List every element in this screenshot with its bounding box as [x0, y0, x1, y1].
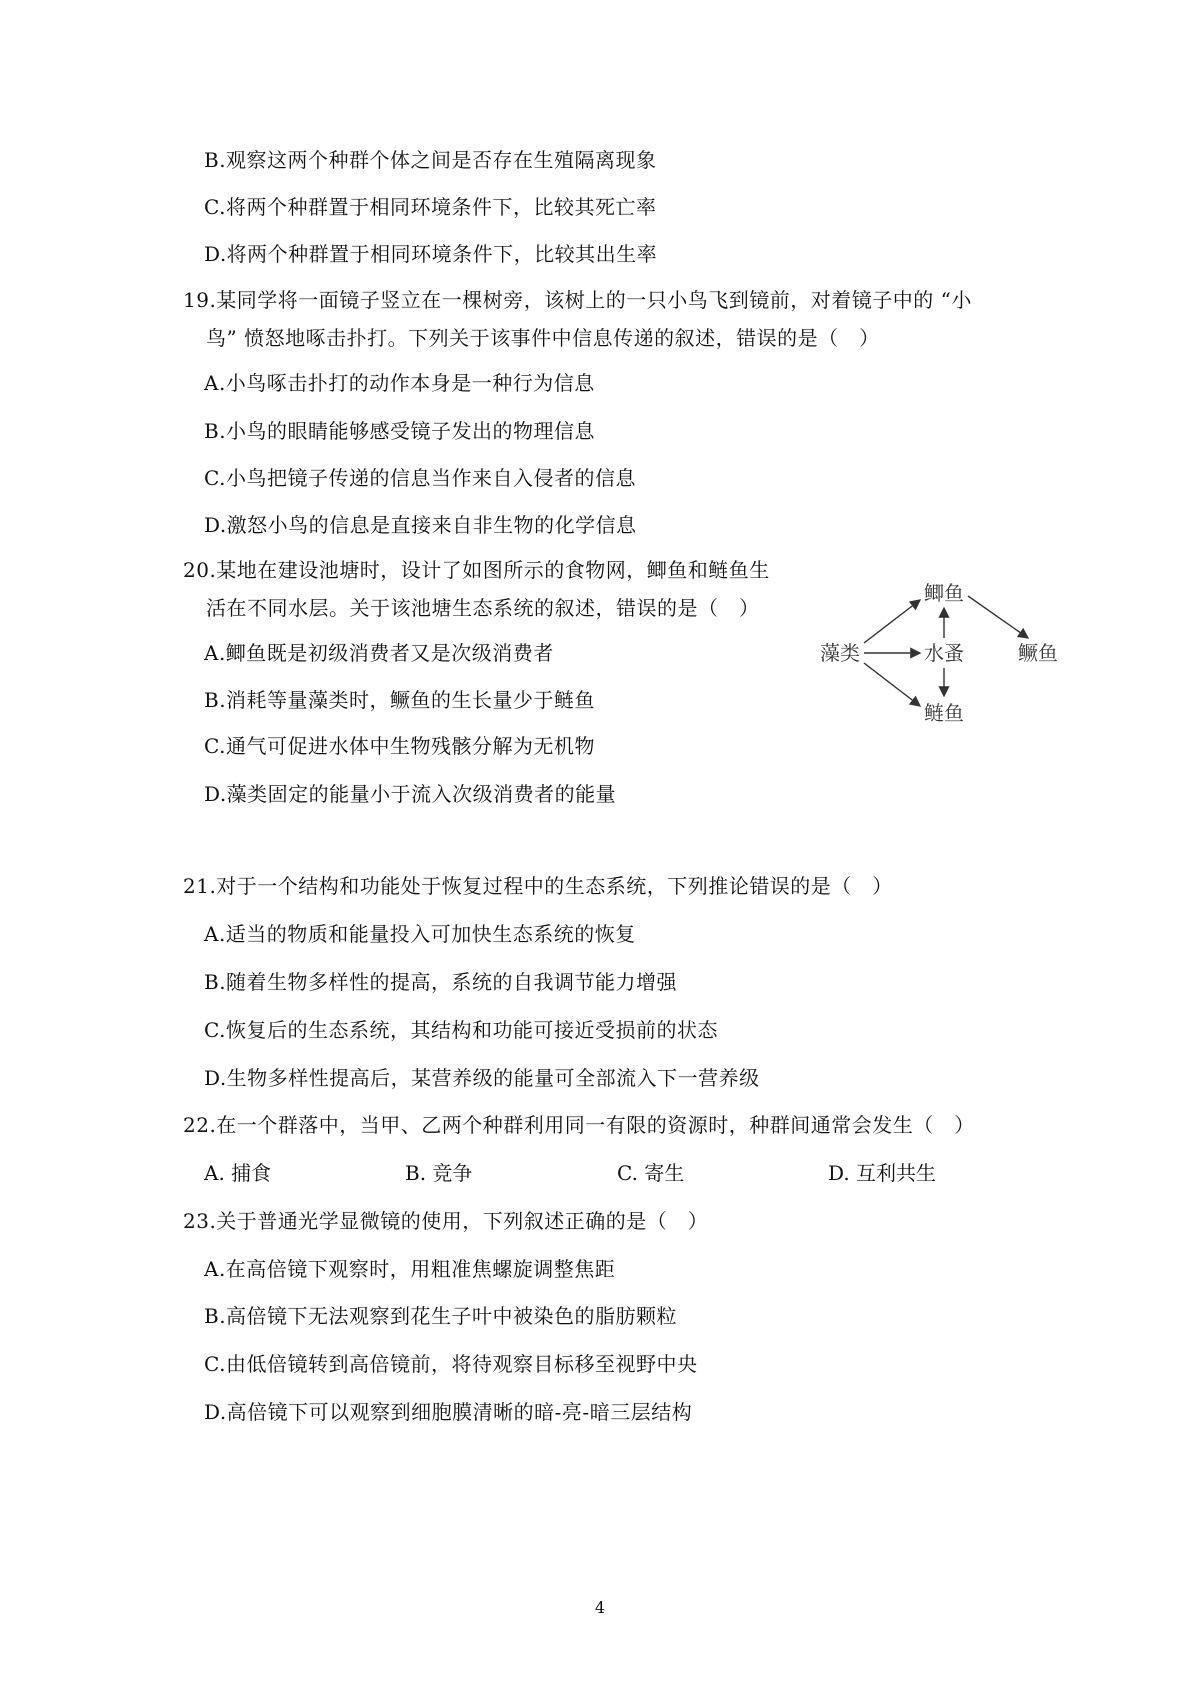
q19-option-d: D.激怒小鸟的信息是直接来自非生物的化学信息: [204, 513, 637, 537]
q19-option-a: A.小鸟啄击扑打的动作本身是一种行为信息: [204, 371, 595, 395]
q19-option-b: B.小鸟的眼睛能够感受镜子发出的物理信息: [204, 419, 596, 443]
q21-option-a: A.适当的物质和能量投入可加快生态系统的恢复: [204, 922, 636, 946]
q23-option-a: A.在高倍镜下观察时，用粗准焦螺旋调整焦距: [204, 1257, 616, 1281]
q21-option-b: B.随着生物多样性的提高，系统的自我调节能力增强: [204, 970, 678, 994]
q19-stem-line2: 鸟” 愤怒地啄击扑打。下列关于该事件中信息传递的叙述，错误的是（ ）: [206, 326, 880, 350]
q23-stem: 23.关于普通光学显微镜的使用，下列叙述正确的是（ ）: [183, 1209, 709, 1233]
q21-option-c: C.恢复后的生态系统，其结构和功能可接近受损前的状态: [204, 1018, 718, 1042]
q20-stem-line1: 20.某地在建设池塘时，设计了如图所示的食物网，鲫鱼和鲢鱼生: [183, 558, 770, 582]
q21-option-d: D.生物多样性提高后，某营养级的能量可全部流入下一营养级: [204, 1066, 760, 1090]
q23-option-d: D.高倍镜下可以观察到细胞膜清晰的暗-亮-暗三层结构: [204, 1400, 693, 1424]
q20-option-b: B.消耗等量藻类时，鳜鱼的生长量少于鲢鱼: [204, 688, 596, 712]
q20-option-a: A.鲫鱼既是初级消费者又是次级消费者: [204, 641, 554, 665]
q18-option-b: B.观察这两个种群个体之间是否存在生殖隔离现象: [204, 148, 657, 172]
q18-option-d: D.将两个种群置于相同环境条件下，比较其出生率: [204, 242, 658, 266]
page-number: 4: [594, 1598, 606, 1617]
node-mandarin-fish: 鳜鱼: [1018, 641, 1058, 665]
q22-option-c: C. 寄生: [617, 1161, 685, 1185]
node-silver-carp: 鲢鱼: [924, 701, 964, 725]
q22-option-a: A. 捕食: [204, 1161, 272, 1185]
q20-stem-line2: 活在不同水层。关于该池塘生态系统的叙述，错误的是（ ）: [206, 596, 760, 620]
q20-option-d: D.藻类固定的能量小于流入次级消费者的能量: [204, 782, 617, 806]
q18-option-c: C.将两个种群置于相同环境条件下，比较其死亡率: [204, 195, 657, 219]
arrow-algae-to-silver: [864, 663, 920, 706]
q23-option-b: B.高倍镜下无法观察到花生子叶中被染色的脂肪颗粒: [204, 1304, 678, 1328]
arrow-crucian-to-mandarin: [968, 596, 1028, 638]
q21-stem: 21.对于一个结构和功能处于恢复过程中的生态系统，下列推论错误的是（ ）: [183, 874, 893, 898]
node-water-flea: 水蚤: [924, 641, 964, 665]
q19-stem-line1: 19.某同学将一面镜子竖立在一棵树旁，该树上的一只小鸟飞到镜前，对着镜子中的 “小: [183, 288, 972, 312]
node-algae: 藻类: [820, 641, 860, 665]
q20-option-c: C.通气可促进水体中生物残骸分解为无机物: [204, 734, 595, 758]
food-web-diagram: [820, 580, 1080, 730]
q22-option-b: B. 竞争: [405, 1161, 473, 1185]
arrow-algae-to-crucian: [864, 600, 920, 643]
q22-stem: 22.在一个群落中，当甲、乙两个种群利用同一有限的资源时，种群间通常会发生（ ）: [183, 1113, 975, 1137]
q23-option-c: C.由低倍镜转到高倍镜前，将待观察目标移至视野中央: [204, 1352, 698, 1376]
q19-option-c: C.小鸟把镜子传递的信息当作来自入侵者的信息: [204, 466, 636, 490]
node-crucian-carp: 鲫鱼: [924, 581, 964, 605]
q22-option-d: D. 互利共生: [828, 1161, 937, 1185]
